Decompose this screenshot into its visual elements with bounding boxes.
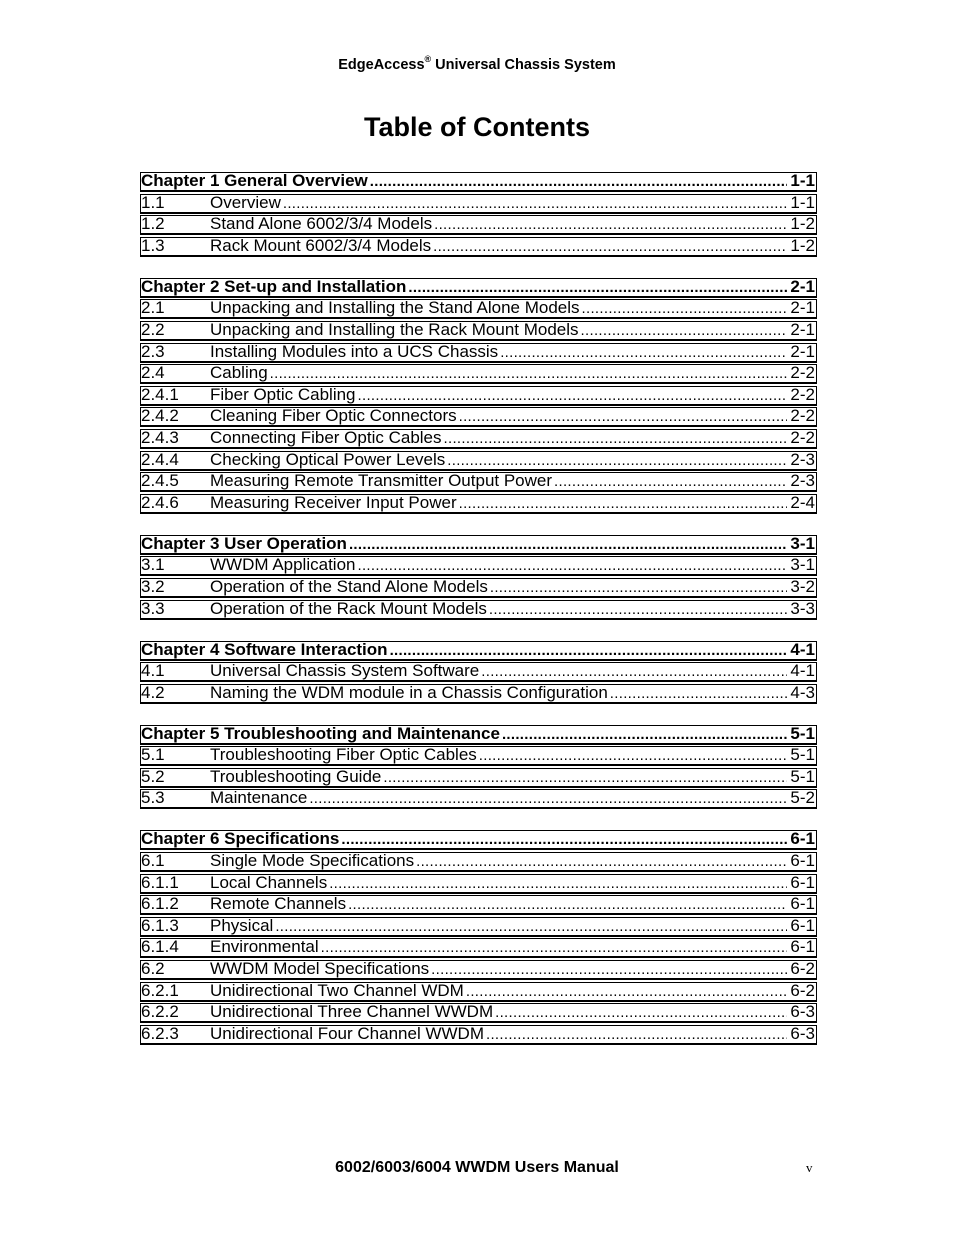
section-title: Operation of the Rack Mount Models [210,599,487,618]
registered-mark: ® [424,54,432,64]
toc-chapter-heading[interactable] [140,725,817,745]
dot-leader [459,408,788,425]
section-page-number: 1-2 [790,236,815,255]
chapter-page-number: 3-1 [790,534,815,553]
dot-leader [490,579,788,596]
toc-entry[interactable] [140,451,817,471]
section-number: 2.3 [141,342,165,361]
dot-leader [479,747,788,764]
footer-page-number: v [806,1160,813,1175]
section-title: Maintenance [210,789,308,808]
dot-leader [495,1004,787,1021]
dot-leader [270,365,788,382]
dot-leader [481,663,787,680]
section-title: Installing Modules into a UCS Chassis [210,342,499,361]
section-page-number: 4-1 [790,662,815,681]
section-title: Rack Mount 6002/3/4 Models [210,236,432,255]
dot-leader [582,300,788,317]
section-page-number: 2-2 [790,385,815,404]
dot-leader [309,790,787,807]
toc-chapter-heading[interactable] [140,641,817,661]
section-page-number: 2-4 [790,493,815,512]
section-page-number: 6-2 [790,981,815,1000]
toc-chapter-block [140,725,817,810]
chapter-title: Chapter 5 Troubleshooting and Maintenance [141,724,500,743]
section-page-number: 3-2 [790,577,815,596]
running-header [0,55,954,73]
chapter-page-number: 6-1 [790,830,815,849]
toc-chapter-heading[interactable] [140,535,817,555]
page-title: Table of Contents [364,112,590,142]
dot-leader [447,452,787,469]
dot-leader [444,430,788,447]
section-title: Universal Chassis System Software [210,662,480,681]
section-title: Stand Alone 6002/3/4 Models [210,215,433,234]
section-number: 2.4.4 [141,450,179,469]
toc-entry[interactable] [140,494,817,514]
section-page-number: 5-1 [790,746,815,765]
section-number: 2.4.2 [141,407,179,426]
toc-entry[interactable] [140,662,817,682]
section-page-number: 6-1 [790,916,815,935]
dot-leader [283,195,788,212]
dot-leader [459,495,788,512]
section-page-number: 2-1 [790,320,815,339]
section-title: Unidirectional Three Channel WWDM [210,1003,494,1022]
section-page-number: 4-3 [790,683,815,702]
section-title: Naming the WDM module in a Chassis Configuration [210,683,608,702]
toc-entry[interactable] [140,386,817,406]
section-page-number: 2-1 [790,342,815,361]
section-page-number: 1-1 [790,193,815,212]
toc-entry[interactable] [140,746,817,766]
section-page-number: 5-2 [790,789,815,808]
toc-entry[interactable] [140,938,817,958]
dot-leader [358,387,788,404]
dot-leader [348,896,787,913]
section-number: 3.1 [141,556,165,575]
section-number: 2.4.1 [141,385,179,404]
section-page-number: 2-2 [790,364,815,383]
toc-entry[interactable] [140,364,817,384]
toc-entry[interactable] [140,1025,817,1045]
section-number: 6.2 [141,960,165,979]
dot-leader [434,216,787,233]
section-page-number: 6-3 [790,1024,815,1043]
section-page-number: 2-2 [790,407,815,426]
chapter-page-number: 4-1 [790,640,815,659]
toc-chapter-heading[interactable] [140,830,817,850]
section-page-number: 3-1 [790,556,815,575]
section-page-number: 6-1 [790,852,815,871]
section-title: Overview [210,193,281,212]
section-title: Cabling [210,364,268,383]
chapter-page-number: 5-1 [790,724,815,743]
section-number: 2.1 [141,299,165,318]
section-title: Measuring Remote Transmitter Output Power [210,472,553,491]
toc-chapter-block [140,278,817,514]
section-title: Fiber Optic Cabling [210,385,356,404]
section-number: 2.4 [141,364,165,383]
toc-entry[interactable] [140,917,817,937]
footer-manual-title: 6002/6003/6004 WWDM Users Manual [335,1159,619,1176]
section-number: 6.1.2 [141,895,179,914]
dot-leader [416,853,787,870]
toc-entry[interactable] [140,768,817,788]
chapter-title: Chapter 2 Set-up and Installation [141,277,407,296]
section-page-number: 2-3 [790,472,815,491]
section-number: 6.1.4 [141,938,179,957]
section-page-number: 6-2 [790,960,815,979]
section-page-number: 2-1 [790,299,815,318]
section-title: Cleaning Fiber Optic Connectors [210,407,457,426]
dot-leader [383,769,787,786]
section-number: 4.1 [141,662,165,681]
dot-leader [431,961,787,978]
toc-chapter-block [140,641,817,704]
chapter-page-number: 1-1 [790,172,815,190]
chapter-page-number: 2-1 [790,277,815,296]
section-number: 6.2.3 [141,1024,179,1043]
toc-entry[interactable] [140,215,817,235]
section-number: 1.2 [141,215,165,234]
section-number: 1.1 [141,193,165,212]
dot-leader [408,279,787,296]
toc-chapter-block [140,535,817,620]
dot-leader [433,238,787,255]
section-number: 6.1.1 [141,873,179,892]
toc-entry[interactable] [140,429,817,449]
chapter-title: Chapter 1 General Overview [141,172,368,190]
section-title: Connecting Fiber Optic Cables [210,428,442,447]
dot-leader [357,557,787,574]
section-number: 6.2.2 [141,1003,179,1022]
toc-entry[interactable] [140,578,817,598]
section-number: 5.3 [141,789,165,808]
toc-entry[interactable] [140,600,817,620]
section-number: 2.2 [141,320,165,339]
toc-entry[interactable] [140,472,817,492]
toc-chapter-block [140,830,817,1044]
section-page-number: 6-1 [790,873,815,892]
section-number: 2.4.6 [141,493,179,512]
section-page-number: 6-1 [790,895,815,914]
section-number: 6.1.3 [141,916,179,935]
dot-leader [486,1026,787,1043]
section-number: 5.1 [141,746,165,765]
section-number: 3.3 [141,599,165,618]
dot-leader [341,831,787,848]
section-title: Local Channels [210,873,328,892]
toc-entry[interactable] [140,684,817,704]
section-title: Unpacking and Installing the Rack Mount Models [210,320,579,339]
section-number: 6.2.1 [141,981,179,1000]
section-title: Troubleshooting Fiber Optic Cables [210,746,477,765]
toc-entry[interactable] [140,299,817,319]
toc-entry[interactable] [140,237,817,257]
section-title: Remote Channels [210,895,347,914]
toc-entry[interactable] [140,895,817,915]
table-of-contents [140,172,817,1066]
toc-entry[interactable] [140,407,817,427]
chapter-title: Chapter 6 Specifications [141,830,340,849]
toc-entry[interactable] [140,343,817,363]
header-rest: Universal Chassis System [431,56,616,73]
chapter-title: Chapter 4 Software Interaction [141,640,388,659]
section-title: Operation of the Stand Alone Models [210,577,488,596]
section-page-number: 3-3 [790,599,815,618]
section-title: Measuring Receiver Input Power [210,493,457,512]
section-number: 6.1 [141,852,165,871]
header-brand: EdgeAccess [338,56,425,73]
dot-leader [581,322,788,339]
dot-leader [466,983,788,1000]
toc-entry[interactable] [140,852,817,872]
section-page-number: 5-1 [790,767,815,786]
section-title: Checking Optical Power Levels [210,450,446,469]
dot-leader [321,939,788,956]
section-title: WWDM Model Specifications [210,960,430,979]
section-page-number: 2-2 [790,428,815,447]
section-number: 3.2 [141,577,165,596]
chapter-title: Chapter 3 User Operation [141,534,347,553]
toc-entry[interactable] [140,321,817,341]
section-number: 2.4.3 [141,428,179,447]
dot-leader [349,536,787,553]
section-page-number: 6-1 [790,938,815,957]
toc-entry[interactable] [140,1003,817,1023]
section-page-number: 2-3 [790,450,815,469]
section-title: Unidirectional Four Channel WWDM [210,1024,484,1043]
section-number: 4.2 [141,683,165,702]
section-title: Unpacking and Installing the Stand Alone Models [210,299,580,318]
dot-leader [502,726,787,743]
section-page-number: 1-2 [790,215,815,234]
toc-entry[interactable] [140,874,817,894]
dot-leader [610,685,788,702]
toc-chapter-heading[interactable] [140,278,817,298]
dot-leader [275,918,787,935]
section-title: Single Mode Specifications [210,852,415,871]
toc-entry[interactable] [140,960,817,980]
section-number: 2.4.5 [141,472,179,491]
section-page-number: 6-3 [790,1003,815,1022]
section-title: Unidirectional Two Channel WDM [210,981,464,1000]
toc-entry[interactable] [140,194,817,214]
toc-chapter-heading[interactable] [140,172,817,192]
dot-leader [489,601,788,618]
toc-chapter-block [140,172,817,257]
section-title: Physical [210,916,274,935]
section-title: Troubleshooting Guide [210,767,382,786]
toc-entry[interactable] [140,789,817,809]
toc-entry[interactable] [140,982,817,1002]
dot-leader [390,642,788,659]
section-title: Environmental [210,938,319,957]
section-title: WWDM Application [210,556,356,575]
section-number: 1.3 [141,236,165,255]
dot-leader [500,344,787,361]
dot-leader [554,473,787,490]
section-number: 5.2 [141,767,165,786]
dot-leader [329,875,787,892]
dot-leader [370,173,788,190]
toc-entry[interactable] [140,556,817,576]
